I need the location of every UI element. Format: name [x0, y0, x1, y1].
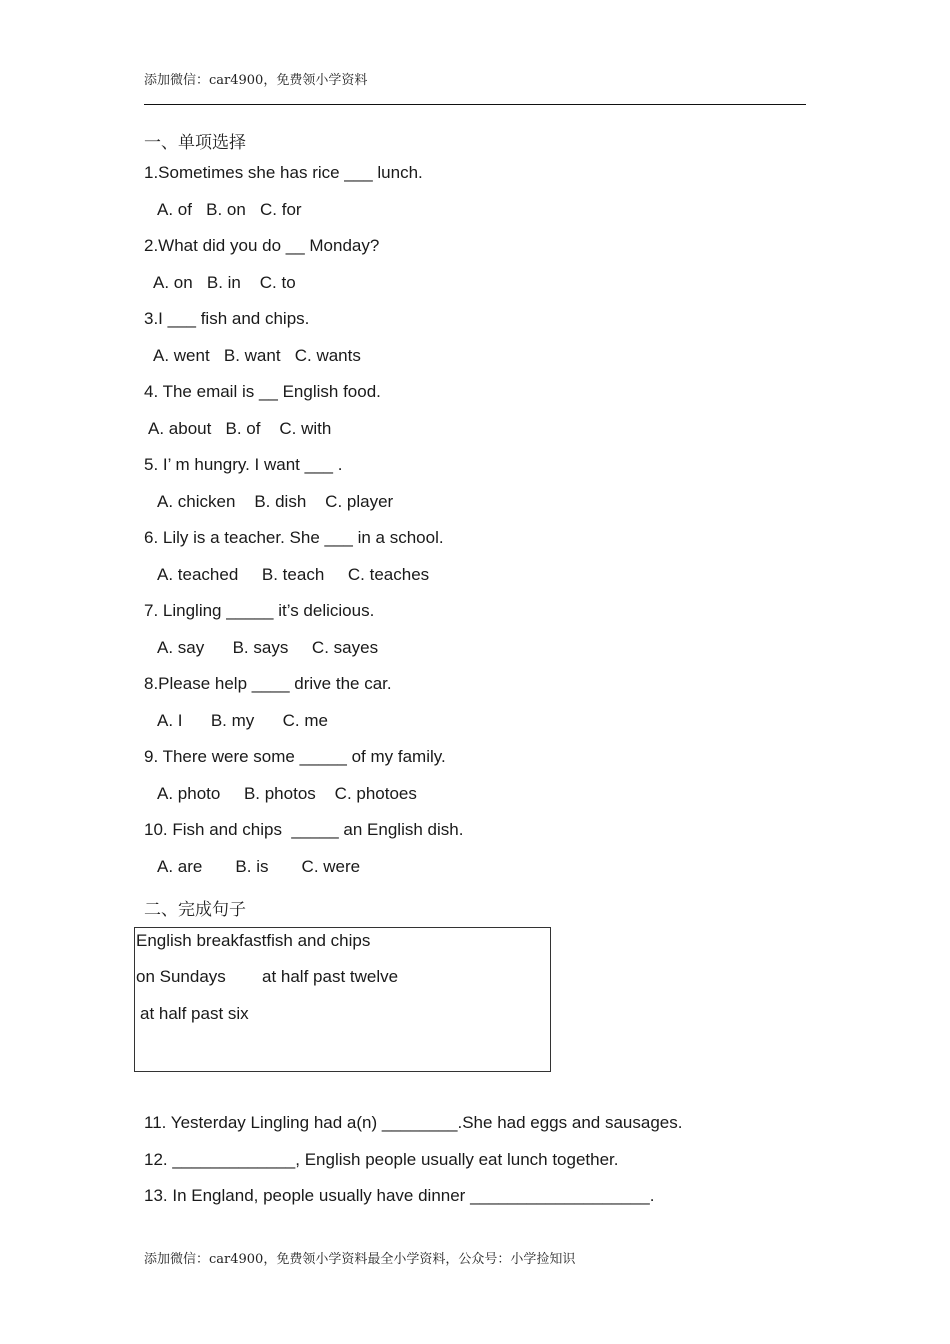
- question-1: 1.Sometimes she has rice ___ lunch.: [144, 163, 423, 182]
- word-box-line-1: English breakfastfish and chips: [136, 931, 371, 950]
- page-header: 添加微信：car4900，免费领小学资料: [144, 73, 368, 88]
- word-box-phrase-on-sundays: on Sundays: [136, 967, 226, 986]
- options-10: A. are B. is C. were: [157, 857, 361, 876]
- sentence-13: 13. In England, people usually have dinner ___________________.: [144, 1186, 655, 1205]
- sentence-11: 11. Yesterday Lingling had a(n) ________.She had eggs and sausages.: [144, 1113, 683, 1132]
- options-8: A. I B. my C. me: [157, 711, 328, 730]
- word-box-phrase-half-past-six: at half past six: [140, 1004, 249, 1023]
- page-footer: 添加微信：car4900，免费领小学资料最全小学资料，公众号：小学捡知识: [144, 1252, 576, 1267]
- question-8: 8.Please help ____ drive the car.: [144, 674, 392, 693]
- question-9: 9. There were some _____ of my family.: [144, 747, 446, 766]
- section-title-complete-sentences: 二、完成句子: [144, 900, 246, 920]
- options-3: A. went B. want C. wants: [153, 346, 361, 365]
- question-3: 3.I ___ fish and chips.: [144, 309, 310, 328]
- question-10: 10. Fish and chips _____ an English dish.: [144, 820, 464, 839]
- question-6: 6. Lily is a teacher. She ___ in a school.: [144, 528, 444, 547]
- question-4: 4. The email is __ English food.: [144, 382, 381, 401]
- header-divider: [144, 104, 806, 105]
- options-4: A. about B. of C. with: [148, 419, 332, 438]
- options-5: A. chicken B. dish C. player: [157, 492, 394, 511]
- word-box-phrase-half-past-twelve: at half past twelve: [262, 967, 399, 986]
- options-2: A. on B. in C. to: [153, 273, 296, 292]
- question-7: 7. Lingling _____ it’s delicious.: [144, 601, 375, 620]
- question-2: 2.What did you do __ Monday?: [144, 236, 380, 255]
- options-1: A. of B. on C. for: [157, 200, 302, 219]
- options-9: A. photo B. photos C. photoes: [157, 784, 417, 803]
- section-title-single-choice: 一、单项选择: [144, 133, 246, 153]
- options-7: A. say B. says C. sayes: [157, 638, 379, 657]
- sentence-12: 12. _____________, English people usually eat lunch together.: [144, 1150, 619, 1169]
- options-6: A. teached B. teach C. teaches: [157, 565, 430, 584]
- question-5: 5. I’ m hungry. I want ___ .: [144, 455, 343, 474]
